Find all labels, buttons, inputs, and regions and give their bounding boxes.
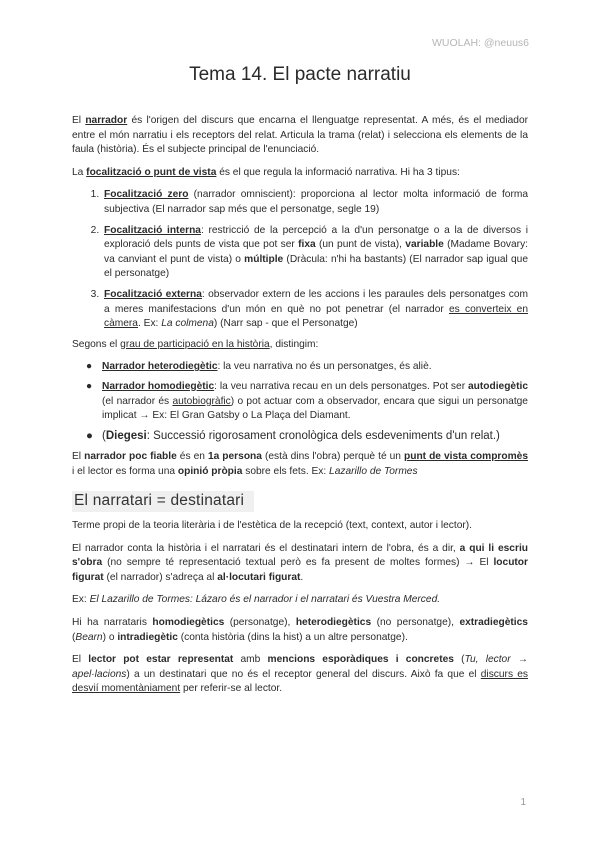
list-item: ● Narrador heterodiegètic: la veu narrativa no és un personatges, és aliè. (102, 360, 528, 375)
watermark: WUOLAH: @neuus6 (431, 37, 529, 49)
list-item: 1. Focalització zero (narrador omniscient): proporciona al lector molta informació de forma subjectiva (El narrador sap més que el personatge, segle 19) (102, 188, 528, 217)
list-item: 3. Focalització externa: observador extern de les accions i les paraules dels personatges com a meres manifestacions d'un món en què no pot penetrar (el narrador es converteix en càmera. Ex: La colmena) (Narr sap - que el Personatge) (102, 288, 528, 332)
paragraph-terme: Terme propi de la teoria literària i de l'estètica de la recepció (text, context, autor i lector). (72, 520, 473, 532)
document-body (72, 114, 528, 705)
list-item: ● Narrador homodiegètic: la veu narrativa recau en un dels personatges. Pot ser autodiegètic (el narrador és autobiogràfic) o pot actuar com a observador, encara que sigui un personatge implicat → Ex: El Gran Gatsby o La Plaça del Diamant. (86, 380, 528, 422)
section-heading-narratari: El narratari = destinatari (72, 491, 254, 512)
narrador-types-list (72, 360, 528, 443)
paragraph-narrador: El narrador és l'origen del discurs que encarna el llenguatge representat. A més, és el mediador entre el món narratiu i els receptors del relat. Articula la trama (relat) i selecciona els elements de la faula (història). És el subjecte principal de l'enunciació. (72, 115, 529, 156)
paragraph-focalitzacio: La focalització o punt de vista és el que regula la informació narrativa. Hi ha 3 tipus: (72, 166, 460, 178)
page-title: Tema 14. El pacte narratiu (189, 64, 411, 85)
bullet-icon: ● (86, 361, 93, 373)
bullet-icon: ● (86, 429, 93, 442)
page-number: 1 (520, 797, 526, 808)
list-item: 2. Focalització interna: restricció de la percepció a la d'un personatge o a la de diversos i exploració dels punts de vista que pot ser fixa (un punt de vista), variable (Madame Bovary: va canviant el punt de vista) o múltiple (Dràcula: n'hi ha bastants) (El narrador sap igual que el personatge) (102, 224, 528, 282)
list-item: ● (Diegesi: Successió rigorosament cronològica dels esdeveniments d'un relat.) (86, 429, 500, 442)
paragraph-narrataris-types: Hi ha narrataris homodiegètics (personatge), heterodiegètics (no personatge), extradiegètics (Bearn) o intradiegètic (conta història (dins la hist) a un altre personatge). (72, 617, 528, 643)
paragraph-example-lazarillo: Ex: El Lazarillo de Tormes: Lázaro és el narrador i el narratari és Vuestra Merced. (72, 594, 441, 606)
focalitzacio-list (72, 188, 528, 331)
paragraph-lector-representat: El lector pot estar representat amb mencions esporàdiques i concretes (Tu, lector → apel·lacions) a un destinatari que no és el receptor general del discurs. Això fa que el discurs es desvií momentàniament per referir-se al lector. (72, 654, 529, 695)
bullet-icon: ● (86, 380, 93, 392)
paragraph-narrador-poc-fiable: El narrador poc fiable és en 1a persona (està dins l'obra) perquè té un punt de vista compromès i el lector es forma una opinió pròpia sobre els fets. Ex: Lazarillo de Tormes (72, 451, 528, 477)
paragraph-grau-participacio: Segons el grau de participació en la història, distingim: (72, 338, 319, 350)
paragraph-narratari: El narrador conta la història i el narratari és el destinatari intern de l'obra, és a dir, a qui li escriu s'obra (no sempre té representació textual però es fa present de moltes formes) → El locutor figurat (el narrador) s'adreça al al·locutari figurat. (72, 542, 528, 583)
